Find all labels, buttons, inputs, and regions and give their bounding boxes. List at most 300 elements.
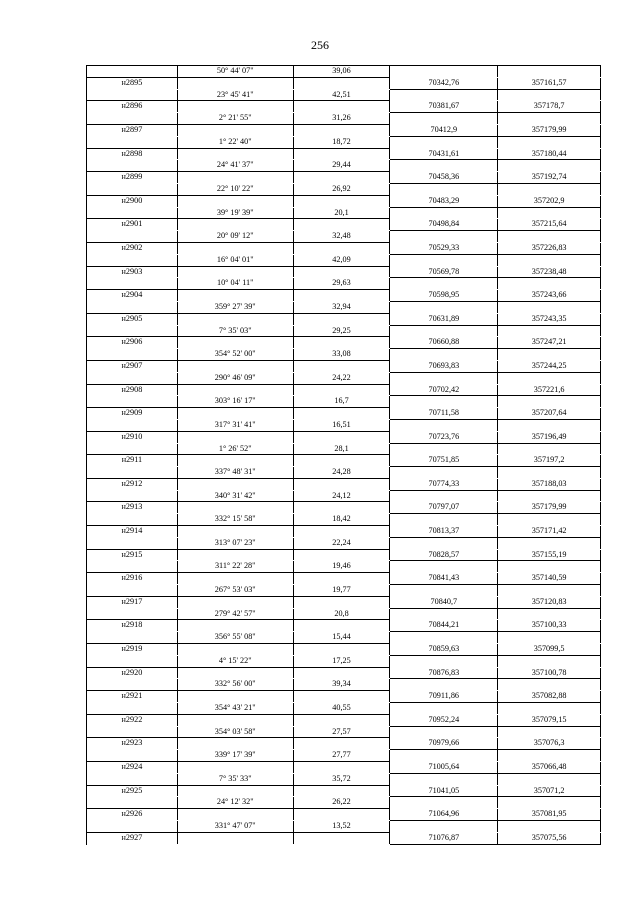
point-row xyxy=(87,290,601,302)
y-cell xyxy=(498,750,601,761)
x-cell: 70342,76 xyxy=(390,78,498,90)
point-name-cell xyxy=(87,797,178,809)
angle-cell xyxy=(178,149,294,160)
length-cell xyxy=(294,502,391,513)
point-row xyxy=(87,219,601,231)
point-name-cell xyxy=(87,656,178,668)
point-row xyxy=(87,408,601,420)
point-name-cell xyxy=(87,467,178,479)
point-name-cell: н2914 xyxy=(87,526,178,537)
length-cell xyxy=(294,385,391,396)
x-cell: 70412,9 xyxy=(390,125,498,137)
angle-cell: 279° 42' 57" xyxy=(178,609,294,621)
y-cell: 357071,2 xyxy=(498,786,601,798)
point-name-cell: н2900 xyxy=(87,196,178,207)
y-cell xyxy=(498,66,601,77)
point-row xyxy=(87,385,601,397)
angle-cell: 317° 31' 41" xyxy=(178,420,294,432)
x-cell xyxy=(390,302,498,313)
x-cell: 70458,36 xyxy=(390,172,498,184)
length-cell: 24,22 xyxy=(294,373,391,385)
point-row xyxy=(87,597,601,609)
length-cell xyxy=(294,267,391,278)
x-cell: 70813,37 xyxy=(390,526,498,538)
point-name-cell xyxy=(87,113,178,125)
angle-cell: 267° 53' 03" xyxy=(178,585,294,597)
point-name-cell: н2899 xyxy=(87,172,178,183)
segment-row xyxy=(87,467,601,479)
x-cell: 70911,86 xyxy=(390,691,498,703)
point-row xyxy=(87,715,601,727)
x-cell xyxy=(390,90,498,101)
length-cell: 42,09 xyxy=(294,255,391,267)
x-cell: 70979,66 xyxy=(390,738,498,750)
x-cell xyxy=(390,66,498,77)
segment-row xyxy=(87,703,601,715)
angle-cell: 331° 47' 07" xyxy=(178,821,294,833)
angle-cell xyxy=(178,78,294,89)
y-cell: 357192,74 xyxy=(498,172,601,184)
x-cell xyxy=(390,656,498,667)
length-cell: 20,8 xyxy=(294,609,391,621)
point-row xyxy=(87,432,601,444)
point-name-cell: н2921 xyxy=(87,691,178,702)
length-cell xyxy=(294,408,391,419)
angle-cell xyxy=(178,243,294,254)
length-cell xyxy=(294,172,391,183)
y-cell: 357179,99 xyxy=(498,125,601,137)
segment-row xyxy=(87,750,601,762)
point-name-cell: н2918 xyxy=(87,620,178,631)
point-row xyxy=(87,337,601,349)
length-cell xyxy=(294,668,391,679)
point-name-cell xyxy=(87,444,178,456)
angle-cell xyxy=(178,715,294,726)
segment-row xyxy=(87,255,601,267)
y-cell: 357120,83 xyxy=(498,597,601,609)
angle-cell xyxy=(178,337,294,348)
angle-cell: 340° 31' 42" xyxy=(178,491,294,503)
point-name-cell xyxy=(87,255,178,267)
point-name-cell xyxy=(87,821,178,833)
point-name-cell: н2924 xyxy=(87,762,178,773)
segment-row xyxy=(87,656,601,668)
y-cell xyxy=(498,326,601,337)
angle-cell: 1° 26' 52" xyxy=(178,444,294,456)
y-cell: 357238,48 xyxy=(498,267,601,279)
point-row xyxy=(87,479,601,491)
length-cell xyxy=(294,290,391,301)
x-cell: 70711,58 xyxy=(390,408,498,420)
point-name-cell: н2901 xyxy=(87,219,178,230)
x-cell xyxy=(390,750,498,761)
length-cell xyxy=(294,620,391,631)
point-name-cell: н2897 xyxy=(87,125,178,136)
x-cell: 70828,57 xyxy=(390,550,498,562)
angle-cell: 290° 46' 09" xyxy=(178,373,294,385)
point-name-cell xyxy=(87,632,178,644)
segment-row xyxy=(87,90,601,102)
point-name-cell xyxy=(87,396,178,408)
point-name-cell: н2911 xyxy=(87,455,178,466)
point-row xyxy=(87,361,601,373)
x-cell xyxy=(390,821,498,832)
y-cell xyxy=(498,727,601,738)
point-row xyxy=(87,809,601,821)
point-name-cell xyxy=(87,160,178,172)
angle-cell xyxy=(178,455,294,466)
y-cell xyxy=(498,373,601,384)
length-cell xyxy=(294,597,391,608)
length-cell: 15,44 xyxy=(294,632,391,644)
y-cell xyxy=(498,302,601,313)
segment-row xyxy=(87,609,601,621)
length-cell xyxy=(294,715,391,726)
y-cell: 357079,15 xyxy=(498,715,601,727)
angle-cell: 311° 22' 28" xyxy=(178,561,294,573)
x-cell: 70797,07 xyxy=(390,502,498,514)
point-row xyxy=(87,573,601,585)
x-cell: 70723,76 xyxy=(390,432,498,444)
length-cell xyxy=(294,479,391,490)
length-cell: 26,92 xyxy=(294,184,391,196)
length-cell: 32,94 xyxy=(294,302,391,314)
point-name-cell xyxy=(87,278,178,290)
point-name-cell xyxy=(87,137,178,149)
x-cell: 70876,83 xyxy=(390,668,498,680)
point-row xyxy=(87,101,601,113)
angle-cell: 50° 44' 07" xyxy=(178,66,294,78)
segment-row xyxy=(87,66,601,78)
segment-row xyxy=(87,208,601,220)
x-cell: 70483,29 xyxy=(390,196,498,208)
length-cell: 29,25 xyxy=(294,326,391,338)
point-name-cell xyxy=(87,585,178,597)
x-cell: 70569,78 xyxy=(390,267,498,279)
y-cell: 357082,88 xyxy=(498,691,601,703)
x-cell xyxy=(390,231,498,242)
y-cell: 357243,66 xyxy=(498,290,601,302)
angle-cell: 354° 52' 00" xyxy=(178,349,294,361)
angle-cell: 354° 03' 58" xyxy=(178,727,294,739)
x-cell xyxy=(390,137,498,148)
point-row xyxy=(87,78,601,90)
x-cell xyxy=(390,679,498,690)
point-name-cell: н2907 xyxy=(87,361,178,372)
point-name-cell: н2905 xyxy=(87,314,178,325)
angle-cell xyxy=(178,290,294,301)
angle-cell xyxy=(178,314,294,325)
length-cell xyxy=(294,550,391,561)
y-cell xyxy=(498,703,601,714)
y-cell xyxy=(498,184,601,195)
segment-row xyxy=(87,137,601,149)
length-cell xyxy=(294,125,391,136)
point-row xyxy=(87,149,601,161)
length-cell xyxy=(294,644,391,655)
angle-cell xyxy=(178,573,294,584)
length-cell: 32,48 xyxy=(294,231,391,243)
point-row xyxy=(87,243,601,255)
x-cell xyxy=(390,278,498,289)
point-row xyxy=(87,125,601,137)
point-row xyxy=(87,502,601,514)
point-name-cell xyxy=(87,420,178,432)
y-cell: 357197,2 xyxy=(498,455,601,467)
y-cell xyxy=(498,113,601,124)
point-name-cell xyxy=(87,208,178,220)
y-cell xyxy=(498,208,601,219)
y-cell xyxy=(498,467,601,478)
angle-cell: 23° 45' 41" xyxy=(178,90,294,102)
x-cell xyxy=(390,184,498,195)
segment-row xyxy=(87,821,601,833)
y-cell: 357243,35 xyxy=(498,314,601,326)
x-cell xyxy=(390,585,498,596)
point-name-cell xyxy=(87,349,178,361)
segment-row xyxy=(87,184,601,196)
y-cell: 357081,95 xyxy=(498,809,601,821)
x-cell: 70702,42 xyxy=(390,385,498,397)
length-cell xyxy=(294,526,391,537)
x-cell: 71064,96 xyxy=(390,809,498,821)
point-row xyxy=(87,196,601,208)
angle-cell: 7° 35' 33" xyxy=(178,774,294,786)
y-cell: 357188,03 xyxy=(498,479,601,491)
point-name-cell: н2908 xyxy=(87,385,178,396)
segment-row xyxy=(87,160,601,172)
length-cell: 39,34 xyxy=(294,679,391,691)
point-name-cell: н2927 xyxy=(87,833,178,844)
x-cell xyxy=(390,373,498,384)
y-cell: 357076,3 xyxy=(498,738,601,750)
segment-row xyxy=(87,727,601,739)
angle-cell: 313° 07' 23" xyxy=(178,538,294,550)
y-cell xyxy=(498,349,601,360)
angle-cell xyxy=(178,408,294,419)
angle-cell: 359° 27' 39" xyxy=(178,302,294,314)
point-name-cell xyxy=(87,326,178,338)
x-cell xyxy=(390,420,498,431)
point-name-cell: н2895 xyxy=(87,78,178,89)
angle-cell xyxy=(178,762,294,773)
length-cell xyxy=(294,149,391,160)
length-cell: 33,08 xyxy=(294,349,391,361)
segment-row xyxy=(87,349,601,361)
x-cell: 70693,83 xyxy=(390,361,498,373)
angle-cell xyxy=(178,833,294,844)
point-row xyxy=(87,620,601,632)
angle-cell: 7° 35' 03" xyxy=(178,326,294,338)
point-name-cell xyxy=(87,231,178,243)
y-cell: 357171,42 xyxy=(498,526,601,538)
x-cell xyxy=(390,113,498,124)
length-cell: 18,42 xyxy=(294,514,391,526)
x-cell: 70751,85 xyxy=(390,455,498,467)
length-cell: 24,28 xyxy=(294,467,391,479)
x-cell xyxy=(390,538,498,549)
angle-cell xyxy=(178,691,294,702)
x-cell: 70598,95 xyxy=(390,290,498,302)
point-name-cell xyxy=(87,66,178,78)
angle-cell: 39° 19' 39" xyxy=(178,208,294,220)
segment-row xyxy=(87,585,601,597)
x-cell xyxy=(390,160,498,171)
angle-cell: 337° 48' 31" xyxy=(178,467,294,479)
angle-cell xyxy=(178,597,294,608)
segment-row xyxy=(87,561,601,573)
length-cell: 22,24 xyxy=(294,538,391,550)
x-cell xyxy=(390,797,498,808)
point-row xyxy=(87,314,601,326)
length-cell: 17,25 xyxy=(294,656,391,668)
y-cell: 357196,49 xyxy=(498,432,601,444)
point-name-cell xyxy=(87,774,178,786)
angle-cell xyxy=(178,219,294,230)
point-name-cell xyxy=(87,561,178,573)
point-row xyxy=(87,691,601,703)
segment-row xyxy=(87,444,601,456)
angle-cell xyxy=(178,809,294,820)
point-row xyxy=(87,455,601,467)
y-cell xyxy=(498,231,601,242)
x-cell: 70381,67 xyxy=(390,101,498,113)
segment-row xyxy=(87,326,601,338)
point-name-cell: н2917 xyxy=(87,597,178,608)
x-cell xyxy=(390,774,498,785)
y-cell: 357155,19 xyxy=(498,550,601,562)
length-cell xyxy=(294,432,391,443)
angle-cell: 339° 17' 39" xyxy=(178,750,294,762)
x-cell: 70498,84 xyxy=(390,219,498,231)
point-name-cell: н2902 xyxy=(87,243,178,254)
point-name-cell xyxy=(87,727,178,739)
segment-row xyxy=(87,302,601,314)
length-cell: 26,22 xyxy=(294,797,391,809)
y-cell xyxy=(498,774,601,785)
x-cell xyxy=(390,326,498,337)
angle-cell xyxy=(178,196,294,207)
x-cell xyxy=(390,467,498,478)
length-cell: 16,51 xyxy=(294,420,391,432)
angle-cell xyxy=(178,738,294,749)
length-cell xyxy=(294,573,391,584)
angle-cell xyxy=(178,125,294,136)
point-name-cell: н2923 xyxy=(87,738,178,749)
y-cell xyxy=(498,278,601,289)
segment-row xyxy=(87,491,601,503)
angle-cell xyxy=(178,644,294,655)
segment-row xyxy=(87,113,601,125)
point-name-cell xyxy=(87,491,178,503)
length-cell: 40,55 xyxy=(294,703,391,715)
point-name-cell: н2896 xyxy=(87,101,178,112)
length-cell xyxy=(294,361,391,372)
length-cell: 28,1 xyxy=(294,444,391,456)
angle-cell xyxy=(178,620,294,631)
point-name-cell: н2909 xyxy=(87,408,178,419)
length-cell: 27,57 xyxy=(294,727,391,739)
y-cell xyxy=(498,585,601,596)
point-name-cell xyxy=(87,373,178,385)
point-name-cell: н2926 xyxy=(87,809,178,820)
y-cell xyxy=(498,255,601,266)
x-cell xyxy=(390,444,498,455)
length-cell xyxy=(294,691,391,702)
x-cell xyxy=(390,561,498,572)
length-cell xyxy=(294,243,391,254)
length-cell: 19,46 xyxy=(294,561,391,573)
point-row xyxy=(87,833,601,845)
angle-cell xyxy=(178,432,294,443)
y-cell: 357215,64 xyxy=(498,219,601,231)
angle-cell: 332° 56' 00" xyxy=(178,679,294,691)
segment-row xyxy=(87,231,601,243)
x-cell: 71041,05 xyxy=(390,786,498,798)
x-cell xyxy=(390,396,498,407)
y-cell xyxy=(498,160,601,171)
y-cell: 357099,5 xyxy=(498,644,601,656)
length-cell: 19,77 xyxy=(294,585,391,597)
segment-row xyxy=(87,679,601,691)
point-name-cell xyxy=(87,184,178,196)
y-cell xyxy=(498,679,601,690)
x-cell: 70952,24 xyxy=(390,715,498,727)
x-cell: 70660,88 xyxy=(390,337,498,349)
segment-row xyxy=(87,632,601,644)
angle-cell: 332° 15' 58" xyxy=(178,514,294,526)
point-name-cell: н2922 xyxy=(87,715,178,726)
length-cell: 18,72 xyxy=(294,137,391,149)
x-cell: 70844,21 xyxy=(390,620,498,632)
point-row xyxy=(87,668,601,680)
point-name-cell: н2916 xyxy=(87,573,178,584)
point-row xyxy=(87,267,601,279)
angle-cell: 24° 12' 32" xyxy=(178,797,294,809)
angle-cell xyxy=(178,479,294,490)
point-name-cell: н2904 xyxy=(87,290,178,301)
point-name-cell xyxy=(87,538,178,550)
angle-cell: 16° 04' 01" xyxy=(178,255,294,267)
angle-cell xyxy=(178,668,294,679)
y-cell xyxy=(498,90,601,101)
length-cell xyxy=(294,196,391,207)
x-cell xyxy=(390,609,498,620)
y-cell xyxy=(498,514,601,525)
length-cell xyxy=(294,219,391,230)
y-cell: 357178,7 xyxy=(498,101,601,113)
y-cell xyxy=(498,656,601,667)
segment-row xyxy=(87,774,601,786)
point-row xyxy=(87,738,601,750)
y-cell xyxy=(498,821,601,832)
length-cell: 13,52 xyxy=(294,821,391,833)
coordinates-table xyxy=(86,65,601,845)
segment-row xyxy=(87,373,601,385)
angle-cell xyxy=(178,526,294,537)
length-cell: 39,06 xyxy=(294,66,391,78)
angle-cell xyxy=(178,385,294,396)
segment-row xyxy=(87,538,601,550)
y-cell: 357100,78 xyxy=(498,668,601,680)
point-name-cell: н2925 xyxy=(87,786,178,797)
point-name-cell xyxy=(87,90,178,102)
y-cell xyxy=(498,538,601,549)
segment-row xyxy=(87,278,601,290)
angle-cell xyxy=(178,502,294,513)
length-cell: 29,63 xyxy=(294,278,391,290)
y-cell xyxy=(498,420,601,431)
